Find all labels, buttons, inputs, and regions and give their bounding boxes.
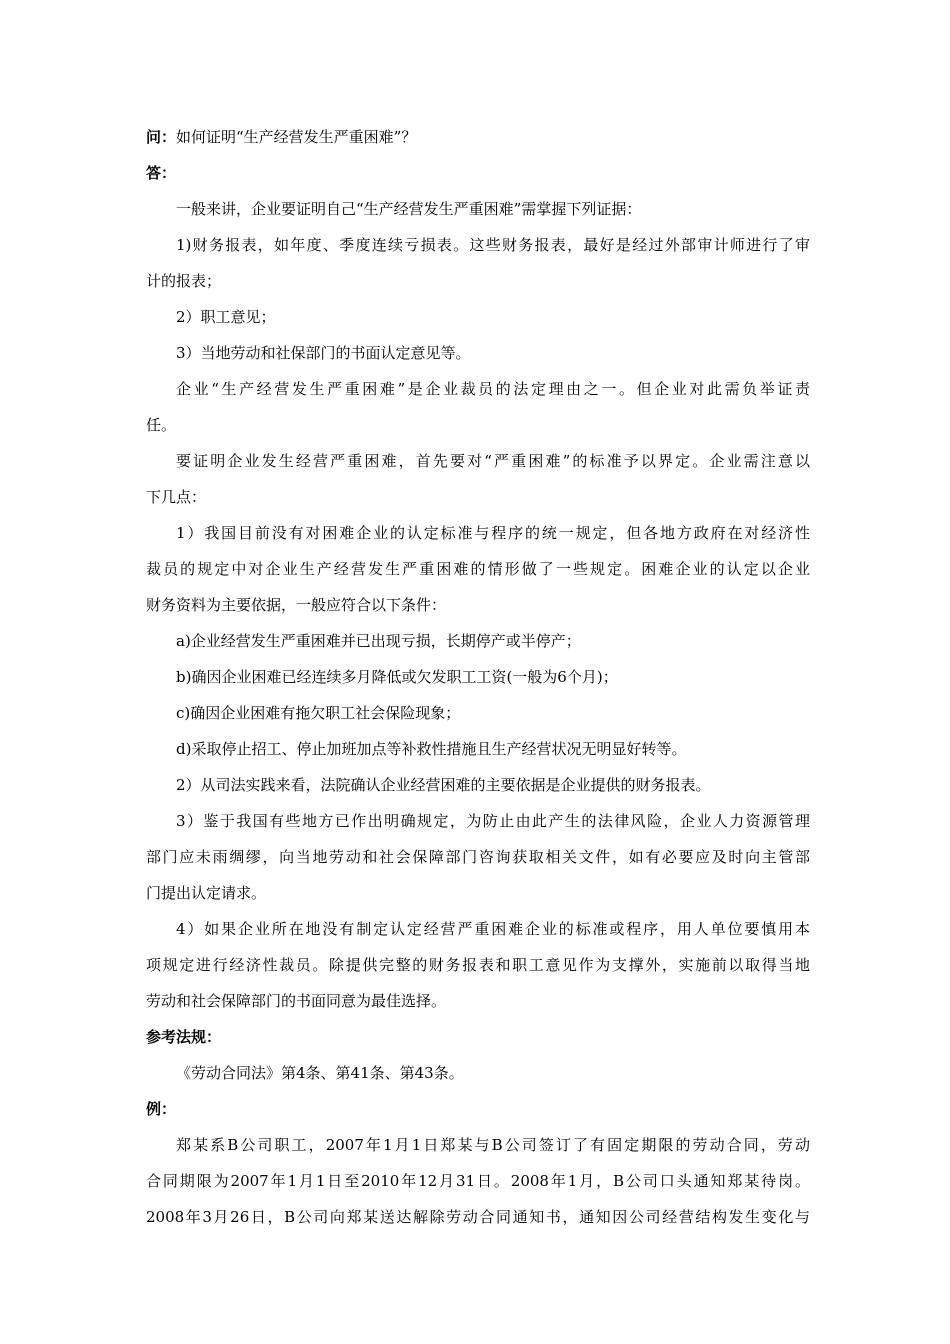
paragraph-define-cont: 下几点： bbox=[146, 488, 207, 506]
answer-line bbox=[146, 155, 810, 191]
references-label: 参考法规： bbox=[146, 1028, 222, 1046]
condition-a: a)企业经营发生严重困难并已出现亏损，长期停产或半停产； bbox=[176, 632, 581, 650]
paragraph-legal-reason: 企业“生产经营发生严重困难”是企业裁员的法定理由之一。但企业对此需负举证责 bbox=[176, 380, 810, 398]
example-line-1: 郑某系B公司职工，2007年1月1日郑某与B公司签订了有固定期限的劳动合同，劳动 bbox=[176, 1136, 810, 1154]
example-label: 例： bbox=[146, 1100, 177, 1118]
paragraph-point-4: 4）如果企业所在地没有制定认定经营严重困难企业的标准或程序，用人单位要慎用本 bbox=[176, 920, 810, 938]
paragraph-point-3-cont-a: 部门应未雨绸缪，向当地劳动和社会保障部门咨询获取相关文件，如有必要应及时向主管部 bbox=[146, 848, 810, 866]
paragraph-evidence-2: 2）职工意见； bbox=[176, 308, 276, 326]
paragraph-evidence-1: 1)财务报表，如年度、季度连续亏损表。这些财务报表，最好是经过外部审计师进行了审 bbox=[176, 236, 810, 254]
paragraph-point-4-cont-b: 劳动和社会保障部门的书面同意为最佳选择。 bbox=[146, 992, 447, 1010]
references-text: 《劳动合同法》第4条、第41条、第43条。 bbox=[176, 1064, 464, 1082]
paragraph-evidence-1-cont: 计的报表； bbox=[146, 272, 222, 290]
paragraph-legal-reason-cont: 任。 bbox=[146, 416, 177, 434]
paragraph-point-1: 1）我国目前没有对困难企业的认定标准与程序的统一规定，但各地方政府在对经济性 bbox=[176, 524, 810, 542]
paragraph-define: 要证明企业发生经营严重困难，首先要对“严重困难”的标准予以界定。企业需注意以 bbox=[176, 452, 810, 470]
condition-c: c)确因企业困难有拖欠职工社会保险现象； bbox=[176, 704, 461, 722]
paragraph-evidence-3: 3）当地劳动和社保部门的书面认定意见等。 bbox=[176, 344, 471, 362]
document-page bbox=[146, 119, 810, 1235]
example-heading bbox=[146, 1091, 810, 1127]
condition-b: b)确因企业困难已经连续多月降低或欠发职工工资(一般为6个月)； bbox=[176, 668, 618, 686]
paragraph-point-4-cont-a: 项规定进行经济性裁员。除提供完整的财务报表和职工意见作为支撑外，实施前以取得当地 bbox=[146, 956, 810, 974]
question-line bbox=[146, 119, 810, 155]
paragraph-point-1-cont-a: 裁员的规定中对企业生产经营发生严重困难的情形做了一些规定。困难企业的认定以企业 bbox=[146, 560, 810, 578]
paragraph-point-3: 3）鉴于我国有些地方已作出明确规定，为防止由此产生的法律风险，企业人力资源管理 bbox=[176, 812, 810, 830]
answer-label: 答： bbox=[146, 164, 177, 182]
question-label: 问： bbox=[146, 128, 177, 146]
example-line-3: 2008年3月26日，B公司向郑某送达解除劳动合同通知书，通知因公司经营结构发生变化与 bbox=[146, 1208, 810, 1226]
example-line-2: 合同期限为2007年1月1日至2010年12月31日。2008年1月，B公司口头通知郑某待岗。 bbox=[146, 1172, 810, 1190]
paragraph-intro: 一般来讲，企业要证明自己“生产经营发生严重困难”需掌握下列证据： bbox=[176, 200, 642, 218]
paragraph-point-1-cont-b: 财务资料为主要依据，一般应符合以下条件： bbox=[146, 596, 447, 614]
question-text: 如何证明“生产经营发生严重困难”？ bbox=[176, 128, 417, 146]
paragraph-point-3-cont-b: 门提出认定请求。 bbox=[146, 884, 267, 902]
paragraph-point-2: 2）从司法实践来看，法院确认企业经营困难的主要依据是企业提供的财务报表。 bbox=[176, 776, 711, 794]
references-heading bbox=[146, 1019, 810, 1055]
condition-d: d)采取停止招工、停止加班加点等补救性措施且生产经营状况无明显好转等。 bbox=[176, 740, 687, 758]
